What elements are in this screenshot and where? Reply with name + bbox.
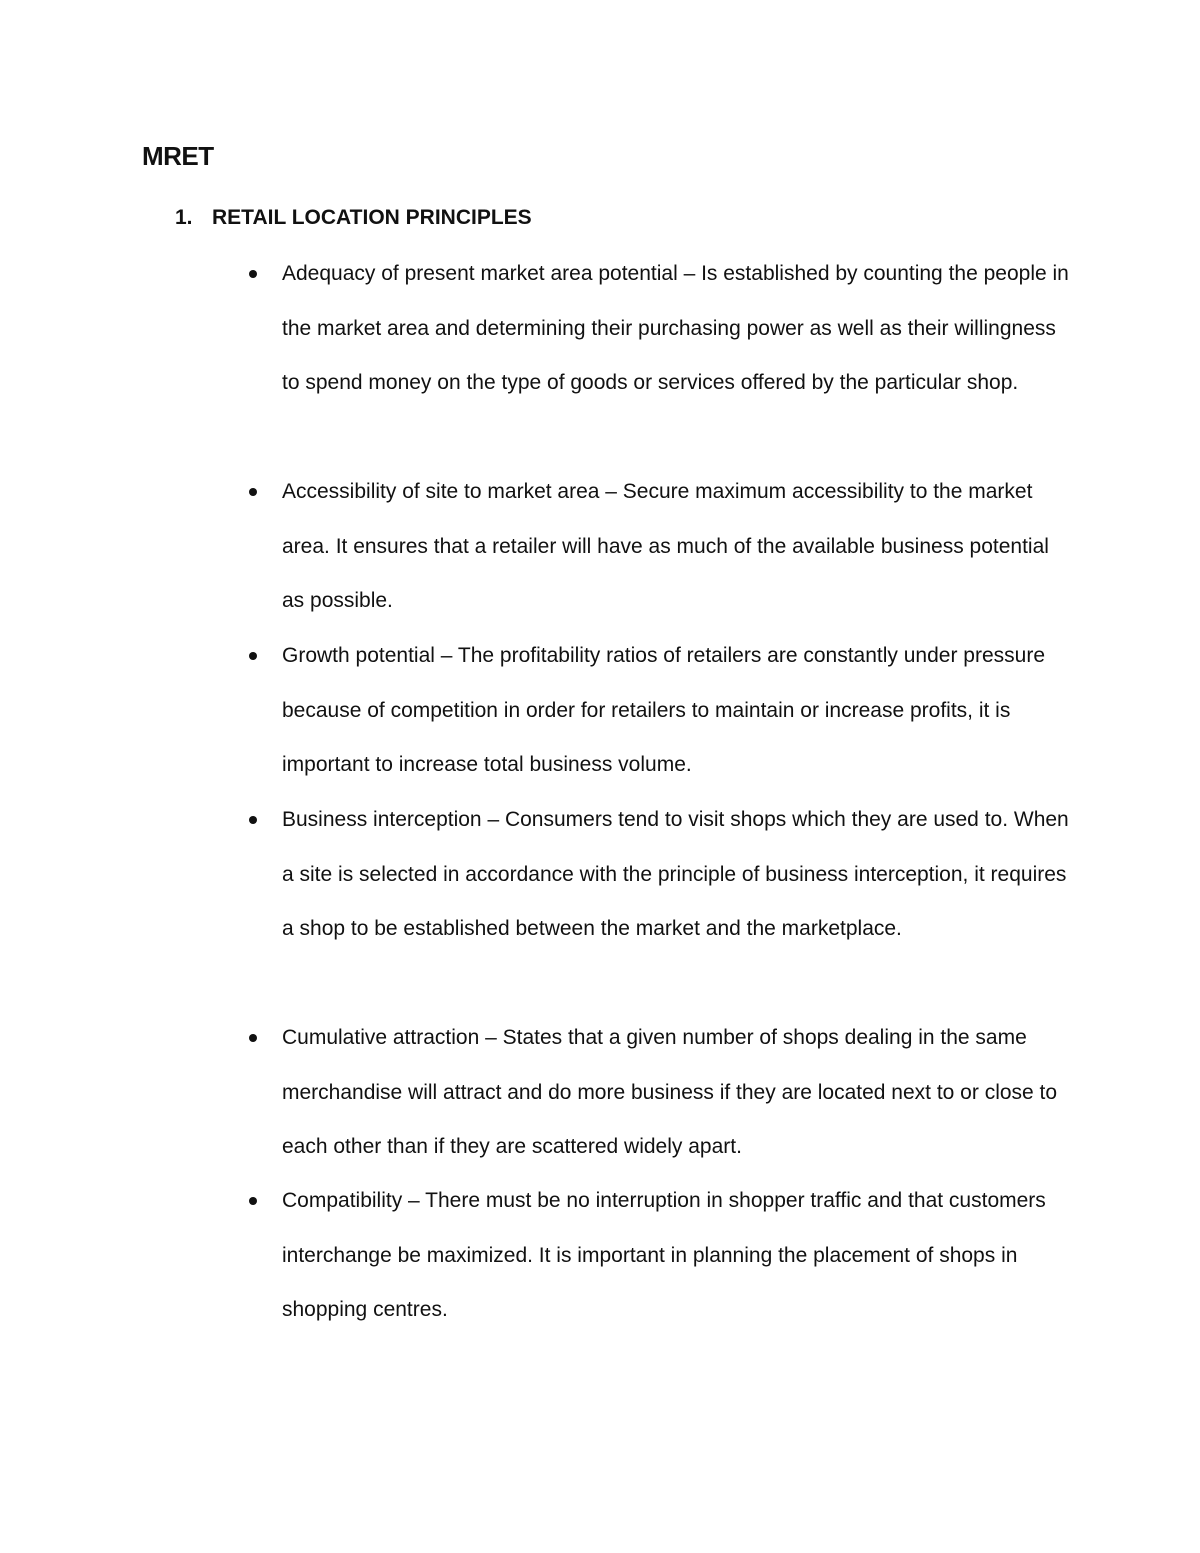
list-item xyxy=(282,793,1072,957)
list-item xyxy=(282,1011,1072,1175)
document-title: MRET xyxy=(142,141,214,171)
list-item xyxy=(282,1174,1072,1338)
bullet-icon xyxy=(249,816,257,824)
section-heading xyxy=(175,204,532,232)
list-item xyxy=(282,465,1072,629)
list-item xyxy=(282,629,1072,793)
bullet-icon xyxy=(249,270,257,278)
list-item-text: Adequacy of present market area potential – Is established by counting the people in the market area and determining their purchasing power as well as their willingness to spend money on the type of goods or services offered by the particular shop. xyxy=(282,262,1069,394)
list-item-text: Growth potential – The profitability ratios of retailers are constantly under pressure because of competition in order for retailers to maintain or increase profits, it is important to increase total business volume. xyxy=(282,644,1045,776)
bullet-icon xyxy=(249,488,257,496)
section-heading-text: RETAIL LOCATION PRINCIPLES xyxy=(212,206,532,229)
list-item-text: Accessibility of site to market area – Secure maximum accessibility to the market area. It ensures that a retailer will have as much of the available business potential as possible. xyxy=(282,480,1049,612)
list-item-text: Business interception – Consumers tend to visit shops which they are used to. When a site is selected in accordance with the principle of business interception, it requires a shop to be established between the market and the marketplace. xyxy=(282,808,1069,940)
bullet-icon xyxy=(249,1034,257,1042)
bullet-icon xyxy=(249,1197,257,1205)
list-item-text: Compatibility – There must be no interruption in shopper traffic and that customers interchange be maximized. It is important in planning the placement of shops in shopping centres. xyxy=(282,1189,1046,1321)
section-number: 1. xyxy=(175,206,193,229)
bullet-icon xyxy=(249,652,257,660)
list-item-text: Cumulative attraction – States that a given number of shops dealing in the same merchandise will attract and do more business if they are located next to or close to each other than if they are scattered widely apart. xyxy=(282,1026,1058,1158)
list-item xyxy=(282,247,1072,411)
